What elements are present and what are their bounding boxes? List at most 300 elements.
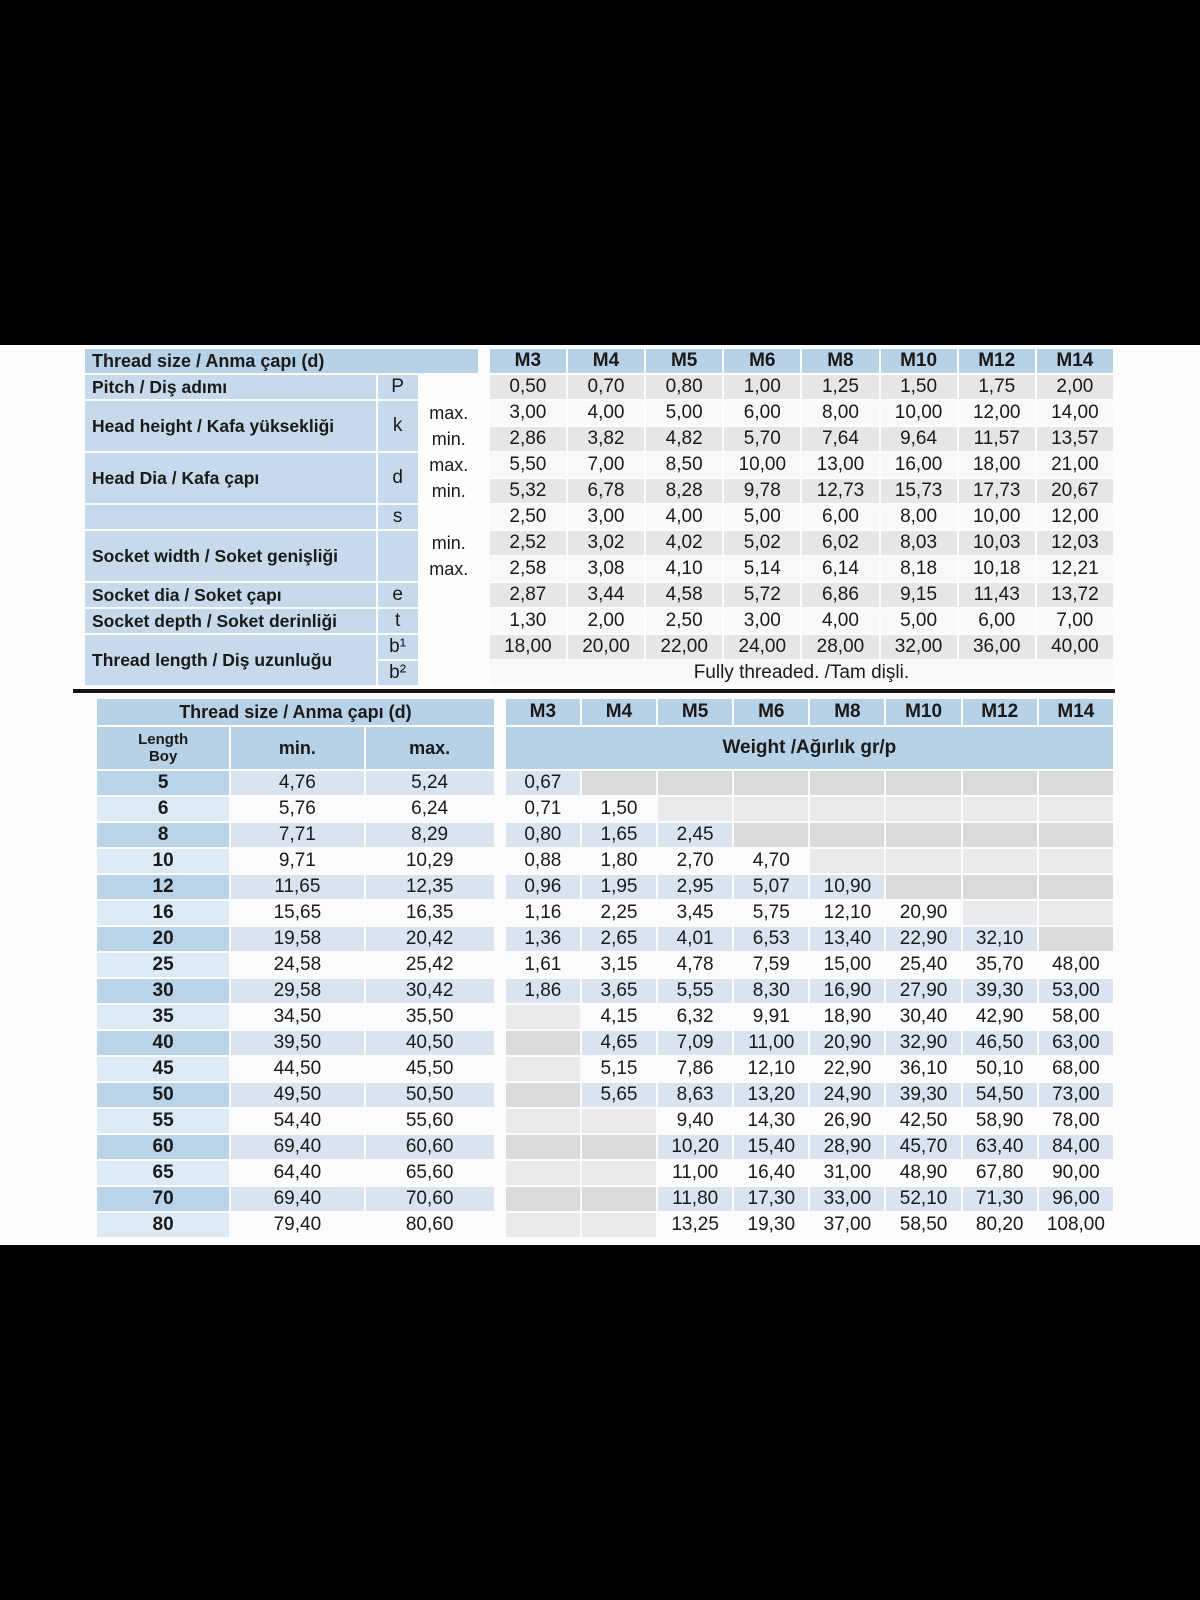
length-label-tr: Boy [148,748,178,765]
dim-value: 9,64 [881,427,957,451]
weight-empty-cell [506,1161,580,1185]
size-header-M12: M12 [959,349,1035,373]
dim-value: 6,78 [568,479,644,503]
dim-value: 2,86 [490,427,566,451]
weight-row-65 [97,1161,1113,1185]
dim-value: 11,57 [959,427,1035,451]
gap-cell [480,557,488,581]
gap-cell [480,505,488,529]
weight-value: 78,00 [1039,1109,1113,1133]
dim-row [85,505,1113,529]
weight-value: 2,65 [582,927,656,951]
weight-row-6 [97,797,1113,821]
weight-max: 10,29 [366,849,494,873]
dim-value: 0,80 [646,375,722,399]
dim-value: 40,00 [1037,635,1113,659]
weight-value: 8,63 [658,1083,732,1107]
weight-value: 4,65 [582,1031,656,1055]
dim-row [85,453,1113,477]
weight-length: 35 [97,1005,229,1029]
datasheet [0,345,1200,1245]
weight-length: 6 [97,797,229,821]
weight-value: 37,00 [810,1213,884,1237]
size-header-M10: M10 [881,349,957,373]
weight-value: 20,90 [810,1031,884,1055]
weight-value: 3,15 [582,953,656,977]
dim-value: 12,03 [1037,531,1113,555]
dim-value: 5,02 [724,531,800,555]
weight-row-70 [97,1187,1113,1211]
weight-value: 30,40 [886,1005,960,1029]
weight-length: 5 [97,771,229,795]
weight-value: 58,50 [886,1213,960,1237]
weight-value: 11,00 [658,1161,732,1185]
gap-cell [480,375,488,399]
dim-value: 13,00 [802,453,878,477]
weight-value: 3,45 [658,901,732,925]
dim-row-label: Socket depth / Soket derinliği [85,609,376,633]
dim-symbol: k [378,401,418,451]
weight-header-row [97,699,1113,725]
max-column-header: max. [366,727,494,769]
dim-value: 4,00 [568,401,644,425]
gap-cell [496,797,504,821]
weight-value: 11,00 [734,1031,808,1055]
dim-value: 1,30 [490,609,566,633]
dim-modifier [420,505,478,529]
weight-value: 5,75 [734,901,808,925]
weight-value: 0,80 [506,823,580,847]
weight-value: 48,90 [886,1161,960,1185]
dim-value: 5,00 [646,401,722,425]
weight-value: 18,90 [810,1005,884,1029]
dim-row [85,635,1113,659]
weight-length: 30 [97,979,229,1003]
gap-cell [496,823,504,847]
dim-value: 5,14 [724,557,800,581]
weight-empty-cell [810,797,884,821]
weight-max: 16,35 [366,901,494,925]
weight-value: 54,50 [963,1083,1037,1107]
weight-max: 55,60 [366,1109,494,1133]
weight-empty-cell [734,797,808,821]
weight-value: 1,65 [582,823,656,847]
size-header-M12: M12 [963,699,1037,725]
dim-corner-label: Thread size / Anma çapı (d) [85,349,478,373]
weight-value: 31,00 [810,1161,884,1185]
weight-value: 84,00 [1039,1135,1113,1159]
weight-value: 2,95 [658,875,732,899]
dim-value: 1,75 [959,375,1035,399]
weight-value: 1,95 [582,875,656,899]
size-header-M14: M14 [1037,349,1113,373]
weight-empty-cell [506,1213,580,1237]
dim-value: 3,82 [568,427,644,451]
dim-span-note: Fully threaded. /Tam dişli. [490,661,1113,685]
weight-value: 96,00 [1039,1187,1113,1211]
dim-value: 10,03 [959,531,1035,555]
dim-value: 3,00 [490,401,566,425]
weight-empty-cell [886,797,960,821]
min-column-header: min. [231,727,363,769]
dim-value: 5,00 [724,505,800,529]
dim-value: 8,00 [802,401,878,425]
dim-value: 7,00 [568,453,644,477]
weight-min: 29,58 [231,979,363,1003]
dim-modifier: max. [429,402,469,423]
dim-value: 4,82 [646,427,722,451]
weight-value: 7,09 [658,1031,732,1055]
weight-value: 63,40 [963,1135,1037,1159]
dim-value: 6,86 [802,583,878,607]
dim-row [85,609,1113,633]
length-column-header [97,727,229,769]
weight-value: 16,90 [810,979,884,1003]
weight-value: 36,10 [886,1057,960,1081]
weight-empty-cell [1039,875,1113,899]
weight-max: 30,42 [366,979,494,1003]
dim-row [85,401,1113,425]
dim-value: 28,00 [802,635,878,659]
dim-value: 8,03 [881,531,957,555]
gap-cell [496,901,504,925]
dim-modifier [420,635,478,659]
weight-value: 12,10 [810,901,884,925]
dim-symbol: s [378,505,418,529]
weight-max: 80,60 [366,1213,494,1237]
dim-value: 22,00 [646,635,722,659]
weight-empty-cell [1039,797,1113,821]
length-label-en: Length [138,730,189,748]
dim-value: 3,44 [568,583,644,607]
dim-modifier [420,375,478,399]
weight-min: 44,50 [231,1057,363,1081]
dim-value: 6,14 [802,557,878,581]
weight-length: 40 [97,1031,229,1055]
gap-cell [480,583,488,607]
weight-row-60 [97,1135,1113,1159]
weight-value: 20,90 [886,901,960,925]
weight-value: 13,25 [658,1213,732,1237]
weight-value: 1,16 [506,901,580,925]
dim-symbol: P [378,375,418,399]
weight-empty-cell [963,797,1037,821]
weight-value: 8,30 [734,979,808,1003]
dim-row-label: Pitch / Diş adımı [85,375,376,399]
weight-value: 4,78 [658,953,732,977]
weight-length: 10 [97,849,229,873]
dim-value: 10,00 [724,453,800,477]
weight-value: 33,00 [810,1187,884,1211]
weight-value: 6,53 [734,927,808,951]
weight-value: 2,25 [582,901,656,925]
weight-group-header: Weight /Ağırlık gr/p [506,727,1113,769]
weight-length: 60 [97,1135,229,1159]
dim-value: 2,58 [490,557,566,581]
dim-value: 5,50 [490,453,566,477]
gap-cell [480,479,488,503]
size-header-M8: M8 [802,349,878,373]
weight-value: 68,00 [1039,1057,1113,1081]
weight-value: 24,90 [810,1083,884,1107]
dim-row-label: Socket dia / Soket çapı [85,583,376,607]
weight-value: 108,00 [1039,1213,1113,1237]
weight-value: 28,90 [810,1135,884,1159]
gap-cell [496,1083,504,1107]
dim-value: 36,00 [959,635,1035,659]
dim-value: 8,00 [881,505,957,529]
weight-row-10 [97,849,1113,873]
dim-value: 9,78 [724,479,800,503]
dim-value: 18,00 [959,453,1035,477]
weight-row-8 [97,823,1113,847]
weight-length: 8 [97,823,229,847]
dim-value: 2,00 [1037,375,1113,399]
weight-value: 16,40 [734,1161,808,1185]
weight-value: 4,01 [658,927,732,951]
letterbox-bottom [0,1245,1200,1600]
dim-row-label: Socket width / Soket genişliği [85,531,376,581]
dim-value: 5,72 [724,583,800,607]
weight-empty-cell [506,1031,580,1055]
weight-min: 19,58 [231,927,363,951]
dim-value: 2,00 [568,609,644,633]
weight-min: 7,71 [231,823,363,847]
gap-cell [496,727,504,769]
weight-row-16 [97,901,1113,925]
dim-modifier: min. [431,480,466,501]
gap-cell [496,699,504,725]
weight-length: 50 [97,1083,229,1107]
weight-min: 39,50 [231,1031,363,1055]
dim-header-row [85,349,1113,373]
weight-value: 1,50 [582,797,656,821]
size-header-M5: M5 [646,349,722,373]
weight-value: 15,00 [810,953,884,977]
weight-value: 35,70 [963,953,1037,977]
dim-value: 14,00 [1037,401,1113,425]
dim-row [85,583,1113,607]
weight-value: 46,50 [963,1031,1037,1055]
weight-value: 2,70 [658,849,732,873]
weight-value: 6,32 [658,1005,732,1029]
weight-value: 45,70 [886,1135,960,1159]
size-header-M3: M3 [506,699,580,725]
size-header-M4: M4 [568,349,644,373]
gap-cell [480,427,488,451]
weight-value: 25,40 [886,953,960,977]
dim-value: 4,58 [646,583,722,607]
weight-value: 11,80 [658,1187,732,1211]
weight-empty-cell [658,771,732,795]
dim-row-label: Head Dia / Kafa çapı [85,453,376,503]
dim-value: 18,00 [490,635,566,659]
weight-row-35 [97,1005,1113,1029]
gap-cell [496,849,504,873]
weight-min: 11,65 [231,875,363,899]
weight-empty-cell [963,849,1037,873]
weight-value: 42,50 [886,1109,960,1133]
weight-empty-cell [506,1005,580,1029]
weight-min: 5,76 [231,797,363,821]
gap-cell [480,453,488,477]
weight-min: 64,40 [231,1161,363,1185]
weight-value: 2,45 [658,823,732,847]
weight-value: 50,10 [963,1057,1037,1081]
weight-empty-cell [963,823,1037,847]
weight-empty-cell [886,849,960,873]
weight-value: 0,67 [506,771,580,795]
dim-value: 2,87 [490,583,566,607]
weight-min: 15,65 [231,901,363,925]
dim-value: 12,21 [1037,557,1113,581]
dim-value: 15,73 [881,479,957,503]
weight-value: 7,86 [658,1057,732,1081]
weight-max: 25,42 [366,953,494,977]
gap-cell [480,349,488,373]
weight-length: 55 [97,1109,229,1133]
weight-min: 69,40 [231,1135,363,1159]
weight-value: 27,90 [886,979,960,1003]
dim-value: 21,00 [1037,453,1113,477]
size-header-M3: M3 [490,349,566,373]
dim-value: 4,02 [646,531,722,555]
weight-value: 71,30 [963,1187,1037,1211]
dim-value: 1,25 [802,375,878,399]
dim-symbol: d [378,453,418,503]
dim-row [85,375,1113,399]
weight-empty-cell [1039,849,1113,873]
dim-modifier: min. [431,532,466,553]
weight-value: 7,59 [734,953,808,977]
weight-empty-cell [582,1213,656,1237]
weight-max: 8,29 [366,823,494,847]
dim-value: 12,73 [802,479,878,503]
weight-length: 45 [97,1057,229,1081]
dim-value: 2,50 [646,609,722,633]
weight-value: 53,00 [1039,979,1113,1003]
weight-empty-cell [1039,901,1113,925]
weight-row-12 [97,875,1113,899]
dim-value: 3,02 [568,531,644,555]
weight-empty-cell [506,1083,580,1107]
weight-empty-cell [810,823,884,847]
weight-max: 40,50 [366,1031,494,1055]
weight-value: 1,61 [506,953,580,977]
weight-value: 19,30 [734,1213,808,1237]
weight-value: 5,07 [734,875,808,899]
dim-symbol: b¹ [378,635,418,659]
weight-empty-cell [734,823,808,847]
weight-row-45 [97,1057,1113,1081]
dim-value: 8,18 [881,557,957,581]
dim-value: 0,70 [568,375,644,399]
weight-value: 39,30 [886,1083,960,1107]
weight-value: 52,10 [886,1187,960,1211]
dim-value: 7,64 [802,427,878,451]
dim-modifier: min. [431,428,466,449]
dim-modifier [420,661,478,685]
weight-value: 17,30 [734,1187,808,1211]
weight-min: 54,40 [231,1109,363,1133]
weight-max: 45,50 [366,1057,494,1081]
weight-value: 5,55 [658,979,732,1003]
weight-value: 13,40 [810,927,884,951]
weight-value: 32,90 [886,1031,960,1055]
weight-empty-cell [506,1109,580,1133]
dim-value: 3,00 [724,609,800,633]
dim-value: 6,00 [724,401,800,425]
dim-value: 9,15 [881,583,957,607]
dim-value: 1,00 [724,375,800,399]
dim-row-label: Head height / Kafa yüksekliği [85,401,376,451]
gap-cell [496,1161,504,1185]
gap-cell [496,1109,504,1133]
weight-empty-cell [582,1161,656,1185]
weight-value: 1,80 [582,849,656,873]
dim-value: 10,00 [959,505,1035,529]
weight-max: 60,60 [366,1135,494,1159]
weight-value: 12,10 [734,1057,808,1081]
weight-value: 10,20 [658,1135,732,1159]
weight-value: 0,71 [506,797,580,821]
weight-value: 80,20 [963,1213,1037,1237]
dim-row-label: Thread length / Diş uzunluğu [85,635,376,685]
weight-empty-cell [1039,771,1113,795]
weight-length: 80 [97,1213,229,1237]
weight-value: 4,15 [582,1005,656,1029]
weight-empty-cell [886,823,960,847]
weight-value: 10,90 [810,875,884,899]
weight-min: 4,76 [231,771,363,795]
size-header-M14: M14 [1039,699,1113,725]
weight-value: 63,00 [1039,1031,1113,1055]
weight-row-40 [97,1031,1113,1055]
weight-value: 0,96 [506,875,580,899]
dim-value: 12,00 [959,401,1035,425]
dim-value: 17,73 [959,479,1035,503]
dim-value: 8,50 [646,453,722,477]
dim-value: 32,00 [881,635,957,659]
weight-value: 4,70 [734,849,808,873]
gap-cell [496,1005,504,1029]
weight-row-30 [97,979,1113,1003]
weight-value: 90,00 [1039,1161,1113,1185]
weight-value: 5,65 [582,1083,656,1107]
weight-row-25 [97,953,1113,977]
dim-row [85,531,1113,555]
dim-modifier [420,583,478,607]
weight-empty-cell [582,1187,656,1211]
weight-value: 22,90 [810,1057,884,1081]
size-header-M6: M6 [734,699,808,725]
weight-max: 12,35 [366,875,494,899]
weight-row-80 [97,1213,1113,1237]
dim-value: 5,00 [881,609,957,633]
dim-modifier [420,609,478,633]
weight-value: 3,65 [582,979,656,1003]
dim-value: 2,50 [490,505,566,529]
weight-value: 14,30 [734,1109,808,1133]
weight-empty-cell [1039,823,1113,847]
dim-value: 2,52 [490,531,566,555]
weight-value: 42,90 [963,1005,1037,1029]
weight-row-5 [97,771,1113,795]
weight-empty-cell [810,849,884,873]
gap-cell [496,927,504,951]
dim-value: 10,00 [881,401,957,425]
weight-table [95,697,1115,1239]
